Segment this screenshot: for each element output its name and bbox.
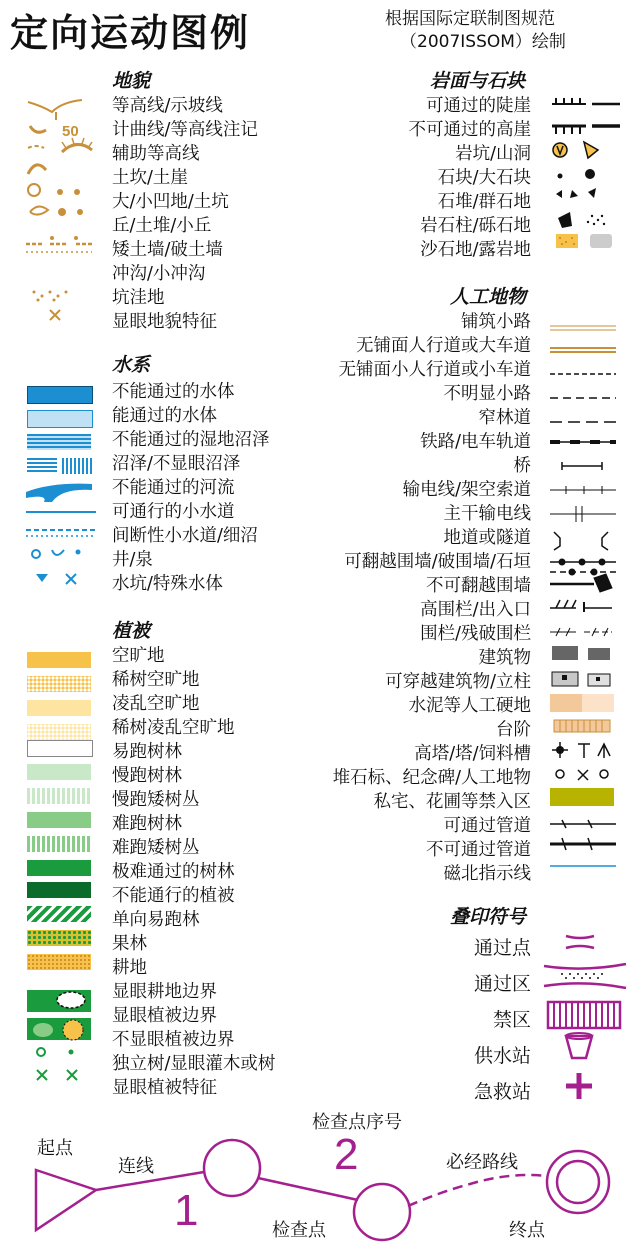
earth-bank-small-icon <box>28 165 46 174</box>
landforms-list <box>112 94 258 334</box>
vegetation-item: 凌乱空旷地 <box>112 694 200 714</box>
landforms-item: 辅助等高线 <box>112 144 200 164</box>
manmade-item: 窄林道 <box>478 408 531 428</box>
boulder-icon <box>558 174 563 179</box>
manmade-item: 铺筑小路 <box>461 312 531 332</box>
manmade-item: 无铺面人行道或大车道 <box>356 336 531 356</box>
large-boulder-icon <box>585 169 595 179</box>
overprint-item: 禁区 <box>492 1009 531 1031</box>
manmade-item: 堆石标、纪念碑/人工地物 <box>332 768 531 788</box>
manmade-item: 可翻越围墙/破围墙/石垣 <box>344 552 531 572</box>
control-circle-1 <box>204 1140 260 1196</box>
depression-icon <box>28 184 40 196</box>
easy-forest-swatch <box>27 740 93 757</box>
subtitle-line-1: 根据国际定联制图规范 <box>385 9 555 29</box>
high-fence-icon <box>550 600 612 612</box>
very-difficult-forest-swatch <box>27 860 91 876</box>
special-landform-icon <box>50 310 60 320</box>
stony-ground-icon <box>587 215 605 225</box>
control-label: 检查点 <box>272 1220 326 1241</box>
manmade-item: 无铺面小人行道或小车道 <box>338 360 531 380</box>
overprint-item: 急救站 <box>473 1081 531 1103</box>
rock-item: 可通过的陡崖 <box>426 96 531 116</box>
waterhole-icon <box>36 574 48 582</box>
private-area-icon <box>550 788 614 806</box>
rough-open-swatch <box>27 700 91 716</box>
crossable-pipeline-icon <box>550 820 616 828</box>
tunnel-icon <box>554 532 608 550</box>
bridge-icon <box>562 462 602 470</box>
water-item: 水坑/特殊水体 <box>112 574 223 594</box>
manmade-item: 桥 <box>513 456 531 476</box>
manmade-item: 不明显小路 <box>443 384 531 404</box>
rock-item: 不可通过的高崖 <box>408 120 531 140</box>
manmade-item: 水泥等人工硬地 <box>408 696 531 716</box>
vehicle-track-icon <box>550 348 616 352</box>
water-item: 可通行的小水道 <box>112 502 235 522</box>
impassable-wall-icon <box>550 574 612 592</box>
stone-wall-icon <box>550 559 616 575</box>
overprint-heading: 叠印符号 <box>450 906 527 928</box>
vegetation-item: 果林 <box>112 934 147 954</box>
index-contour-icon <box>30 126 46 132</box>
water-item: 不能通过的湿地沼泽 <box>112 430 270 450</box>
shallow-water-swatch <box>27 410 93 428</box>
manmade-item: 可穿越建筑物/立柱 <box>385 672 531 692</box>
feeding-place-icon <box>598 744 610 758</box>
rock-item: 石块/大石块 <box>437 168 531 188</box>
bush-icon <box>69 1050 74 1055</box>
overprint-list <box>474 930 531 1110</box>
cairn-icon <box>556 770 564 778</box>
manmade-item: 磁北指示线 <box>443 864 531 884</box>
finish-label: 终点 <box>509 1220 545 1241</box>
well-icon <box>32 550 40 558</box>
course-leg-2 <box>258 1178 358 1200</box>
manmade-item: 主干输电线 <box>443 504 531 524</box>
control-circle-2 <box>354 1184 410 1240</box>
page-title: 定向运动图例 <box>10 10 251 55</box>
manmade-item: 高塔/塔/饲料槽 <box>414 744 531 764</box>
rock-heading: 岩面与石块 <box>430 70 526 92</box>
vegetation-item: 空旷地 <box>112 646 165 666</box>
landforms-heading: 地貌 <box>112 70 151 92</box>
vegetation-item: 不能通行的植被 <box>112 886 235 906</box>
overprint-item: 供水站 <box>473 1045 531 1067</box>
rock-item: 岩坑/山洞 <box>455 144 531 164</box>
manmade-item: 地道或隧道 <box>443 528 531 548</box>
vegetation-item: 慢跑树林 <box>112 766 182 786</box>
vegetation-feature-icon <box>37 1070 77 1080</box>
special-manmade-icon <box>600 770 608 778</box>
marsh-swatch <box>27 458 57 474</box>
vegetation-item: 慢跑矮树丛 <box>112 790 200 810</box>
knoll-icon <box>30 206 48 214</box>
sandy-ground-icon <box>556 234 578 248</box>
start-label: 起点 <box>37 1138 73 1159</box>
vegetation-item: 显眼植被边界 <box>112 1006 217 1026</box>
landforms-item: 计曲线/等高线注记 <box>112 120 258 140</box>
major-power-line-icon <box>550 506 616 522</box>
landforms-item: 冲沟/小冲沟 <box>112 264 206 284</box>
course-line-label: 连线 <box>118 1156 154 1177</box>
landforms-item: 大/小凹地/土坑 <box>112 192 229 212</box>
control-number-2: 2 <box>334 1130 359 1179</box>
water-item: 沼泽/不显眼沼泽 <box>112 454 241 474</box>
uncrossable-pipeline-icon <box>550 838 616 850</box>
bare-rock-icon <box>590 234 612 248</box>
landforms-item: 坑洼地 <box>112 288 165 308</box>
vegetation-item: 易跑树林 <box>112 742 182 762</box>
manmade-item: 不可通过管道 <box>426 840 531 860</box>
rough-open-trees-swatch <box>27 724 91 740</box>
cultivated-land-swatch <box>27 954 91 970</box>
fence-icon <box>550 628 612 636</box>
overprint-item: 通过区 <box>473 973 531 995</box>
start-triangle-icon <box>36 1170 96 1230</box>
course-leg-1 <box>96 1172 204 1190</box>
difficult-forest-swatch <box>27 812 91 828</box>
vegetation-item: 耕地 <box>112 958 147 978</box>
finish-inner-circle <box>557 1161 599 1203</box>
crossing-point-icon <box>566 936 594 948</box>
water-item: 井/泉 <box>112 550 153 570</box>
tower-icon <box>552 742 568 758</box>
water-item: 不能通过的河流 <box>112 478 235 498</box>
passage-area-icon <box>544 964 626 988</box>
rock-list <box>409 94 532 262</box>
vegetation-item: 独立树/显眼灌木或树 <box>112 1054 276 1074</box>
orchard-swatch <box>27 930 91 946</box>
course-diagram <box>0 1120 641 1257</box>
uncrossable-water-swatch <box>27 386 93 404</box>
slow-run-forest-swatch <box>27 764 91 780</box>
overprint-item: 通过点 <box>473 937 531 959</box>
distinct-tree-icon <box>37 1048 45 1056</box>
manmade-item: 私宅、花圃等禁入区 <box>373 792 531 812</box>
difficult-undergrowth-swatch <box>27 836 91 852</box>
rock-item: 石堆/群石地 <box>437 192 531 212</box>
monument-icon <box>578 770 588 780</box>
building-icon <box>552 646 578 660</box>
vegetation-item: 单向易跑林 <box>112 910 200 930</box>
vegetation-item: 显眼耕地边界 <box>112 982 217 1002</box>
rock-symbols <box>548 92 628 262</box>
marsh-uncrossable-swatch <box>27 434 91 450</box>
manmade-item: 输电线/架空索道 <box>402 480 531 500</box>
water-item: 间断性小水道/细沼 <box>112 526 258 546</box>
boulder-field-icon <box>556 188 596 198</box>
vegetation-item: 不显眼植被边界 <box>112 1030 235 1050</box>
landforms-item: 矮土墙/破土墙 <box>112 240 223 260</box>
earth-bank-icon <box>62 144 92 152</box>
rock-item: 岩石柱/砾石地 <box>420 216 531 236</box>
slow-run-undergrowth-swatch <box>27 788 91 804</box>
landforms-item: 土坎/土崖 <box>112 168 188 188</box>
open-land-swatch <box>27 652 91 668</box>
landforms-item: 丘/土堆/小丘 <box>112 216 212 236</box>
impassable-vegetation-swatch <box>27 882 91 898</box>
vegetation-boundary-symbols <box>27 990 97 1090</box>
control-number-label: 检查点序号 <box>312 1112 402 1133</box>
marked-route-line <box>408 1175 546 1206</box>
vegetation-list <box>112 644 275 1100</box>
manmade-item: 不可翻越围墙 <box>426 576 531 596</box>
manmade-item: 高围栏/出入口 <box>420 600 531 620</box>
landforms-item: 显眼地貌特征 <box>112 312 217 332</box>
spring-icon <box>52 550 64 555</box>
manmade-symbols <box>548 310 628 880</box>
contour-number: 50 <box>62 123 79 140</box>
indistinct-marsh-swatch <box>62 458 92 474</box>
subtitle-line-2: （2007ISSOM）绘制 <box>400 32 566 52</box>
vegetation-item: 显眼植被特征 <box>112 1078 217 1098</box>
landforms-item: 等高线/示坡线 <box>112 96 223 116</box>
vegetation-item: 难跑树林 <box>112 814 182 834</box>
vegetation-item: 极难通过的树林 <box>112 862 235 882</box>
broken-ground-icon <box>33 291 68 302</box>
cave-icon <box>584 142 598 158</box>
vegetation-heading: 植被 <box>112 620 151 642</box>
contour-line-icon <box>28 100 82 112</box>
knoll-dot-icon <box>58 208 66 216</box>
manmade-item: 围栏/残破围栏 <box>420 624 531 644</box>
small-depression-icon <box>57 189 63 195</box>
scattered-trees-open-swatch <box>27 676 91 692</box>
water-symbols <box>22 478 102 588</box>
manmade-heading: 人工地物 <box>450 286 527 308</box>
river-icon <box>26 484 92 502</box>
water-item: 能通过的水体 <box>112 406 217 426</box>
overprint-symbols <box>540 928 635 1108</box>
water-list <box>112 380 270 596</box>
water-heading: 水系 <box>112 354 151 376</box>
small-tower-icon <box>578 744 590 758</box>
special-water-icon <box>66 574 76 584</box>
vegetation-item: 稀树空旷地 <box>112 670 200 690</box>
boulder-cluster-icon <box>558 212 572 228</box>
power-line-icon <box>550 486 616 494</box>
rock-item: 沙石地/露岩地 <box>420 240 531 260</box>
marked-route-label: 必经路线 <box>446 1152 518 1173</box>
manmade-item: 台阶 <box>496 720 531 740</box>
water-item: 不能通过的水体 <box>112 382 235 402</box>
vegetation-item: 稀树凌乱空旷地 <box>112 718 235 738</box>
manmade-list <box>333 310 531 886</box>
passable-cliff-icon <box>552 98 586 104</box>
paved-road-icon <box>550 326 616 330</box>
control-number-1: 1 <box>174 1186 199 1235</box>
manmade-item: 建筑物 <box>478 648 531 668</box>
form-line-icon <box>28 146 44 148</box>
manmade-item: 铁路/电车轨道 <box>420 432 531 452</box>
one-way-forest-swatch <box>27 906 91 922</box>
manmade-item: 可通过管道 <box>443 816 531 836</box>
first-aid-icon <box>566 1073 592 1099</box>
landform-symbols <box>22 92 107 332</box>
vegetation-item: 难跑矮树丛 <box>112 838 200 858</box>
